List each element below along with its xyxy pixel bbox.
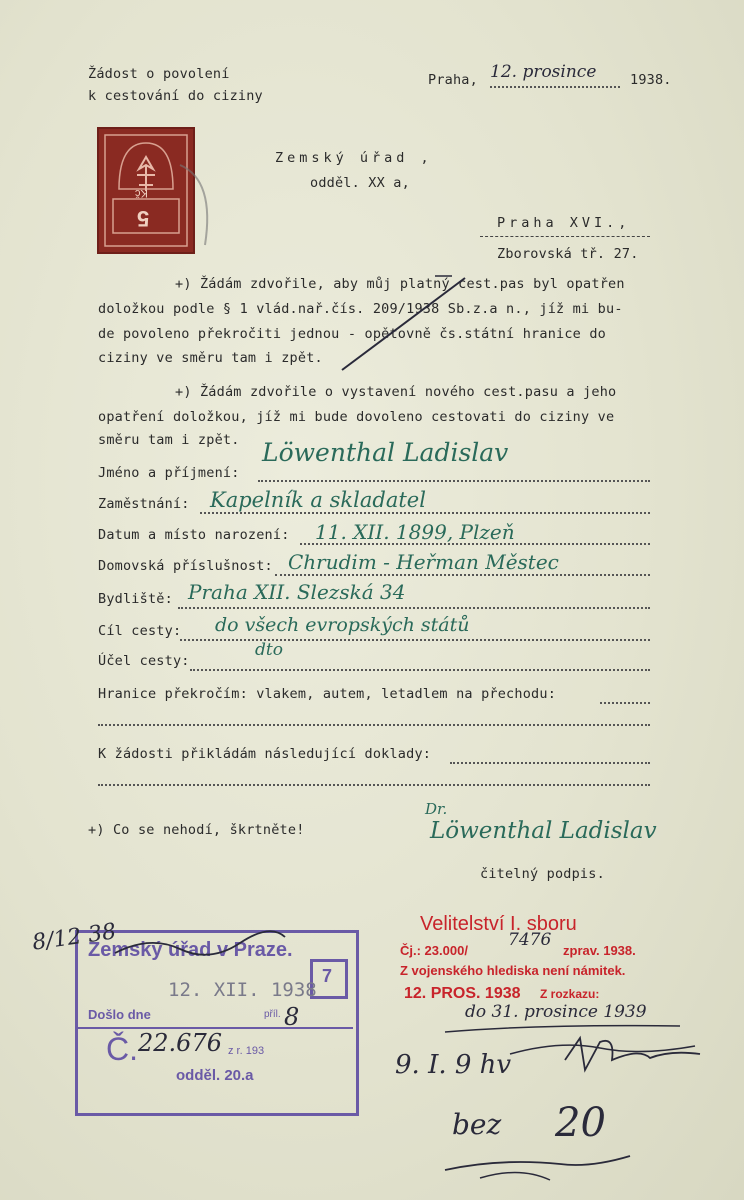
office-stamp-department: odděl. 20.a — [176, 1067, 254, 1084]
office-stamp-title: Zemský úřad v Praze. — [88, 939, 293, 961]
documents-label: K žádosti přikládám následující doklady: — [98, 746, 432, 762]
handwritten-flourish-icon — [440, 1150, 640, 1190]
para2-line2: opatření doložkou, jíž mi bude dovoleno cestovati do ciziny ve — [98, 409, 615, 425]
military-stamp-order-label: Z rozkazu: — [540, 987, 600, 1001]
residence-value: Praha XII. Slezská 34 — [188, 580, 406, 604]
birth-value: 11. XII. 1899, Plzeň — [315, 520, 515, 544]
para1-line1: +) Žádám zdvořile, aby můj platný cest.pas byl opatřen — [175, 276, 625, 292]
name-value: Löwenthal Ladislav — [262, 438, 509, 467]
office-stamp-box-number: 7 — [322, 966, 333, 986]
purpose-dots — [190, 669, 650, 671]
name-label: Jméno a příjmení: — [98, 465, 240, 481]
employment-dots — [200, 512, 650, 514]
recipient-city: Praha XVI., — [497, 215, 631, 231]
military-stamp-ref-suffix: zprav. 1938. — [563, 943, 636, 958]
place-date-prefix: Praha, — [428, 72, 478, 88]
military-stamp-ref-prefix: Čj.: 23.000/ — [400, 943, 468, 958]
office-stamp-year-label: z r. 193 — [228, 1045, 265, 1057]
recipient-department: odděl. XX a, — [310, 175, 410, 191]
office-note-scribble-icon — [110, 925, 290, 965]
office-stamp-received-date: 12. XII. 1938 — [168, 979, 317, 1001]
border-label: Hranice překročím: vlakem, autem, letadlem na přechodu: — [98, 686, 557, 702]
year: 1938. — [630, 72, 672, 88]
destination-dots — [180, 639, 650, 641]
para1-line4: ciziny ve směru tam i zpět. — [98, 350, 323, 366]
handwritten-fee-value: 20 — [555, 1100, 606, 1146]
employment-label: Zaměstnání: — [98, 496, 190, 512]
military-signature-icon — [560, 1030, 710, 1080]
purpose-value: dto — [255, 640, 283, 660]
name-dots — [258, 480, 650, 482]
documents-dots-1 — [450, 762, 650, 764]
strikethrough-mark-icon — [330, 270, 480, 380]
birth-label: Datum a místo narození: — [98, 527, 290, 543]
handwritten-fee-note: bez — [452, 1108, 502, 1141]
domicile-value: Chrudim - Heřman Městec — [288, 550, 559, 574]
para2-line3: směru tam i zpět. — [98, 432, 240, 448]
border-dots-2 — [98, 724, 650, 726]
destination-label: Cíl cesty: — [98, 623, 182, 639]
para1-line3: de povoleno překročiti jednou - opětovně čs.státní hranice do — [98, 326, 606, 342]
footnote: +) Co se nehodí, škrtněte! — [88, 822, 305, 838]
handwritten-date: 12. prosince — [490, 62, 597, 82]
subject-line-1: Žádost o povolení — [88, 66, 230, 82]
handwritten-date-note: 9. I. 9 hv — [395, 1050, 512, 1080]
destination-value: do všech evropských států — [215, 614, 470, 636]
military-stamp-validity-note: do 31. prosince 1939 — [465, 1002, 647, 1022]
military-stamp-date: 12. PROS. 1938 — [404, 985, 521, 1002]
signature-name: Löwenthal Ladislav — [430, 818, 657, 844]
recipient-underline — [480, 236, 650, 237]
military-stamp-title: Velitelství I. sboru — [420, 913, 577, 935]
signature-caption: čitelný podpis. — [480, 866, 605, 882]
domicile-label: Domovská příslušnost: — [98, 558, 273, 574]
revenue-stamp-value: 5 — [137, 206, 150, 231]
para2-line1: +) Žádám zdvořile o vystavení nového cest.pasu a jeho — [175, 384, 617, 400]
purpose-label: Účel cesty: — [98, 653, 190, 669]
office-stamp-received-label: Došlo dne — [88, 1007, 151, 1022]
residence-label: Bydliště: — [98, 591, 173, 607]
military-stamp-statement: Z vojenského hlediska není námitek. — [400, 963, 626, 978]
date-dots — [490, 86, 620, 88]
subject-line-2: k cestování do ciziny — [88, 88, 263, 104]
border-dots-1 — [600, 702, 650, 704]
office-stamp-attachments-value: 8 — [284, 1003, 300, 1031]
office-stamp-reference-prefix: Č. — [106, 1031, 138, 1067]
signature-prefix: Dr. — [425, 800, 448, 818]
office-stamp-attachments-label: příl. — [264, 1009, 281, 1020]
employment-value: Kapelník a skladatel — [210, 488, 426, 512]
residence-dots — [178, 607, 650, 609]
military-stamp-ref-handwritten: 7476 — [508, 930, 552, 950]
documents-dots-2 — [98, 784, 650, 786]
revenue-stamp-currency: Kč — [135, 187, 148, 199]
office-stamp-reference-number: 22.676 — [138, 1029, 222, 1057]
para1-line2: doložkou podle § 1 vlád.nař.čís. 209/1938 Sb.z.a n., jíž mi bu- — [98, 301, 623, 317]
domicile-dots — [275, 574, 650, 576]
recipient-street: Zborovská tř. 27. — [497, 246, 639, 262]
postmark-circle-icon — [160, 160, 220, 270]
recipient-office: Zemský úřad , — [275, 150, 433, 166]
office-stamp-handwritten-note: 8/12 38 — [30, 919, 118, 956]
